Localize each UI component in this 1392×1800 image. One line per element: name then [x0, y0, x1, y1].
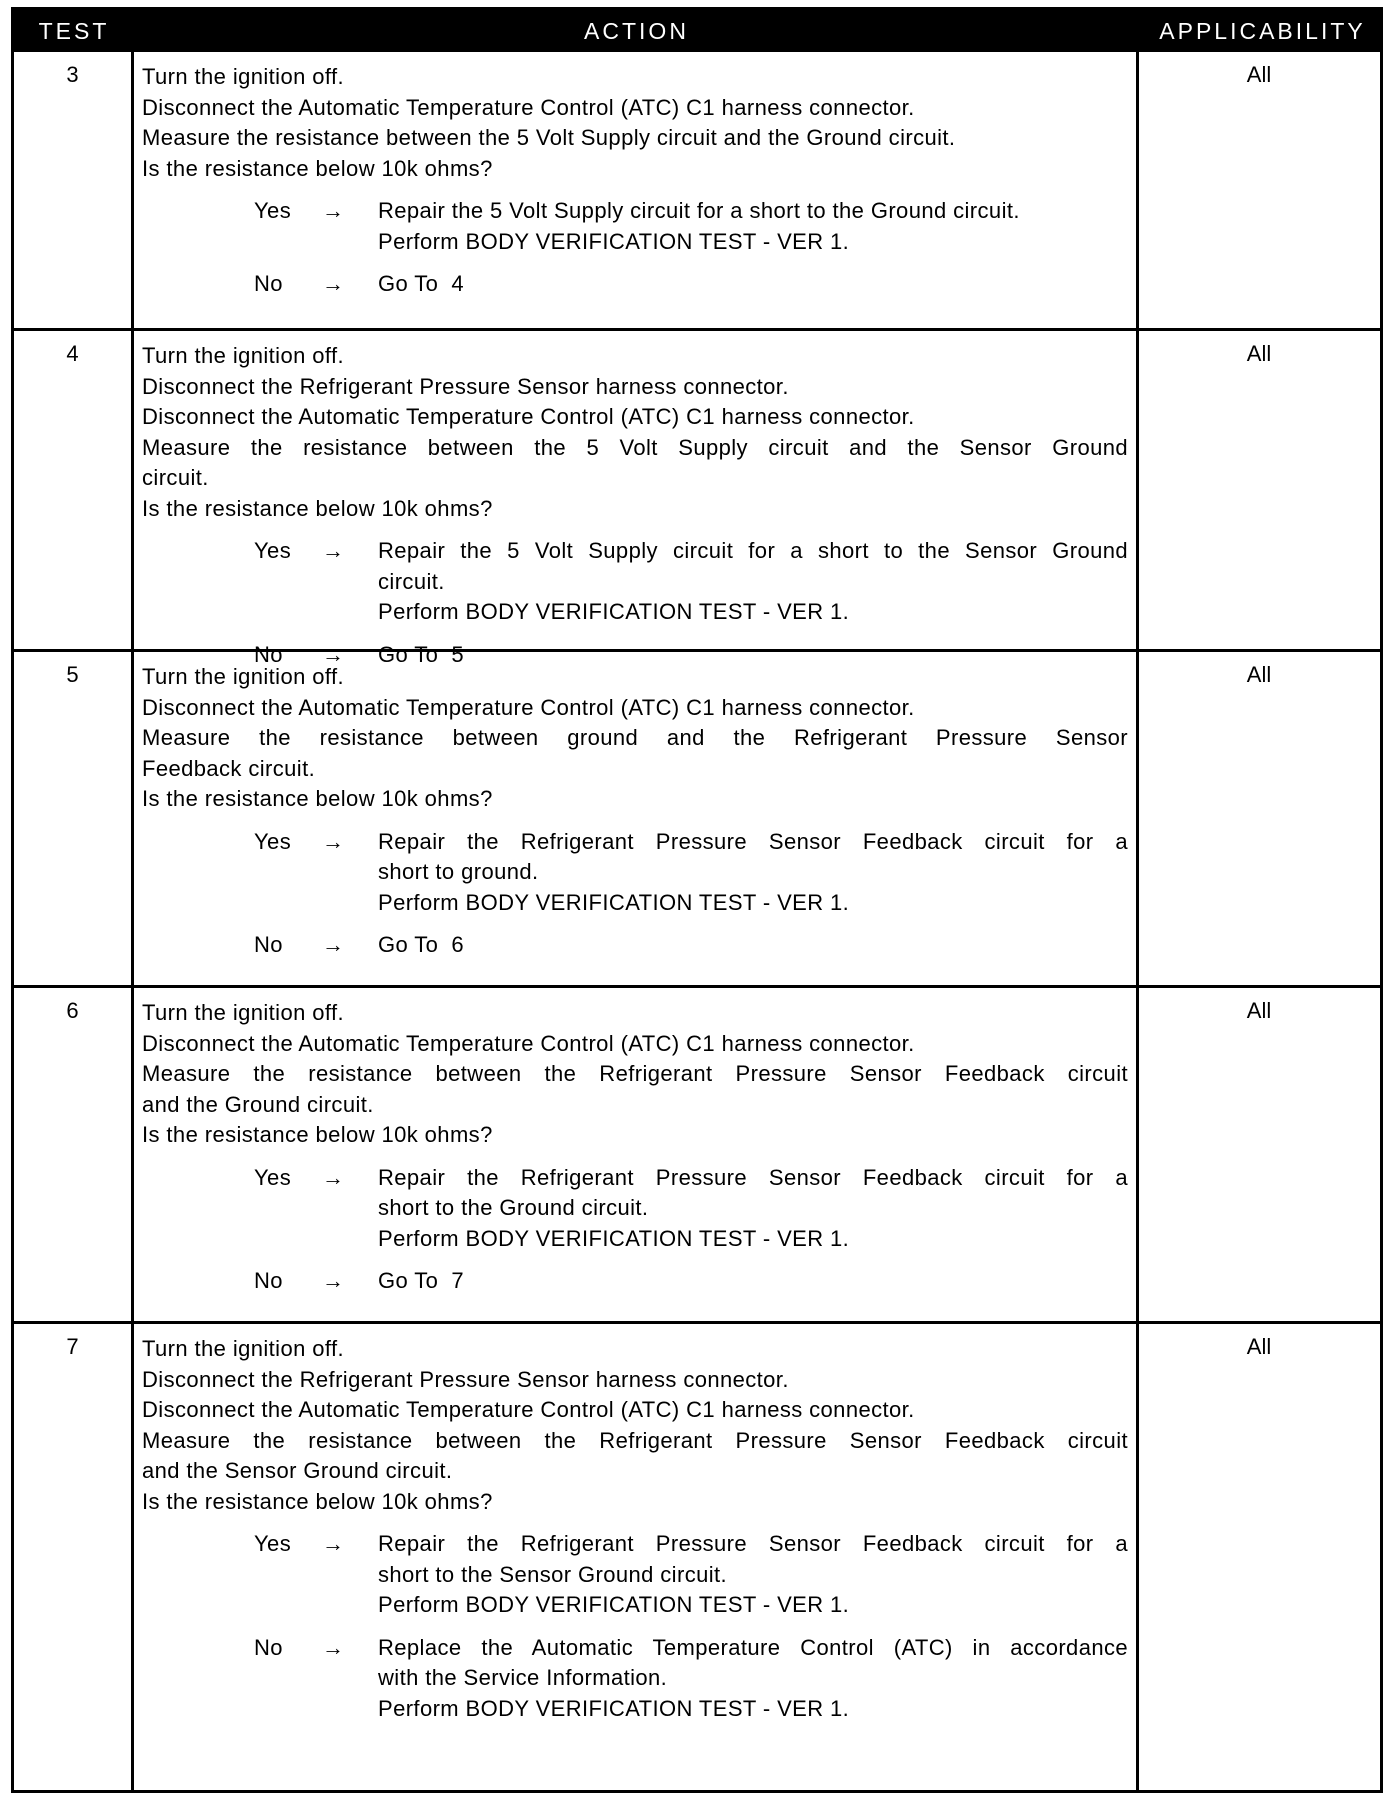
yes-label: Yes [254, 538, 292, 563]
yes-text: Perform BODY VERIFICATION TEST - VER 1. [378, 889, 850, 915]
arrow-icon: → [322, 1164, 345, 1190]
test-row [14, 985, 1380, 1321]
test-action [142, 62, 1128, 300]
action-step: Measure the resistance between ground and the Refrigerant Pressure Sensor [142, 725, 1128, 750]
arrow-icon: → [322, 1268, 345, 1293]
no-text: Go To 7 [378, 1268, 464, 1293]
column-divider [131, 652, 134, 985]
test-row [14, 52, 1380, 328]
yes-text: circuit. [378, 568, 445, 594]
column-divider [1136, 52, 1139, 328]
action-step: Is the resistance below 10k ohms? [142, 495, 493, 521]
column-divider [1136, 652, 1139, 985]
action-step: Measure the resistance between the Refrigerant Pressure Sensor Feedback circuit [142, 1427, 1128, 1453]
no-text: Go To 6 [378, 932, 464, 957]
action-step: Disconnect the Automatic Temperature Control (ATC) C1 harness connector. [142, 404, 915, 429]
arrow-icon: → [322, 641, 345, 667]
diagnostic-test-table [11, 7, 1383, 1793]
action-step: Disconnect the Refrigerant Pressure Sensor harness connector. [142, 373, 789, 399]
test-row [14, 328, 1380, 667]
no-text: Go To 4 [378, 271, 464, 296]
yes-response [142, 1529, 1128, 1621]
yes-response [142, 196, 1128, 257]
action-step: Turn the ignition off. [142, 1336, 345, 1361]
test-action [142, 998, 1128, 1297]
test-action [142, 341, 1128, 670]
action-step: and the Ground circuit. [142, 1091, 374, 1117]
action-step: Is the resistance below 10k ohms? [142, 1488, 493, 1514]
action-step: Measure the resistance between the Refrigerant Pressure Sensor Feedback circuit [142, 1061, 1128, 1086]
no-response [142, 1266, 1128, 1297]
action-step: Is the resistance below 10k ohms? [142, 786, 493, 811]
test-applicability: All [1246, 998, 1272, 1023]
no-label: No [254, 932, 283, 957]
no-text: Perform BODY VERIFICATION TEST - VER 1. [378, 1695, 850, 1721]
test-row [14, 649, 1380, 985]
yes-text: Repair the Refrigerant Pressure Sensor Feedback circuit for a [378, 828, 1128, 854]
arrow-icon: → [322, 932, 345, 957]
no-response [142, 930, 1128, 961]
no-label: No [254, 271, 283, 296]
action-step: and the Sensor Ground circuit. [142, 1458, 453, 1483]
yes-text: short to the Sensor Ground circuit. [378, 1561, 728, 1587]
no-label: No [254, 1268, 283, 1293]
test-action [142, 662, 1128, 961]
table-header [14, 10, 1380, 52]
yes-text: Perform BODY VERIFICATION TEST - VER 1. [378, 599, 850, 624]
test-applicability: All [1246, 662, 1272, 687]
no-response [142, 269, 1128, 300]
column-divider [1136, 1324, 1139, 1790]
test-number: 3 [66, 62, 79, 87]
column-divider [131, 988, 134, 1321]
no-text: Go To 5 [378, 641, 464, 667]
header-test: TEST [38, 18, 110, 44]
action-step: Disconnect the Automatic Temperature Control (ATC) C1 harness connector. [142, 94, 915, 120]
action-step: Disconnect the Automatic Temperature Control (ATC) C1 harness connector. [142, 1397, 915, 1422]
yes-text: Repair the 5 Volt Supply circuit for a short to the Ground circuit. [378, 198, 1020, 223]
action-step: Measure the resistance between the 5 Volt Supply circuit and the Sensor Ground [142, 434, 1128, 460]
action-step: Turn the ignition off. [142, 664, 345, 689]
header-applicability: APPLICABILITY [1159, 18, 1366, 44]
arrow-icon: → [322, 828, 345, 854]
action-step: Is the resistance below 10k ohms? [142, 155, 493, 181]
action-step: Turn the ignition off. [142, 343, 345, 368]
yes-label: Yes [254, 198, 292, 223]
column-divider [131, 331, 134, 649]
arrow-icon: → [322, 1634, 345, 1660]
action-step: Disconnect the Automatic Temperature Control (ATC) C1 harness connector. [142, 694, 915, 720]
test-applicability: All [1246, 62, 1272, 87]
header-action: ACTION [584, 18, 689, 44]
yes-label: Yes [254, 828, 292, 854]
yes-text: Perform BODY VERIFICATION TEST - VER 1. [378, 228, 850, 254]
arrow-icon: → [322, 271, 345, 296]
arrow-icon: → [322, 198, 345, 223]
arrow-icon: → [322, 538, 345, 563]
yes-text: Repair the Refrigerant Pressure Sensor Feedback circuit for a [378, 1531, 1128, 1556]
no-label: No [254, 1634, 283, 1660]
action-step: Is the resistance below 10k ohms? [142, 1122, 493, 1147]
action-step: Disconnect the Refrigerant Pressure Sensor harness connector. [142, 1366, 789, 1392]
action-step: circuit. [142, 465, 209, 490]
test-applicability: All [1246, 341, 1272, 366]
column-divider [1136, 331, 1139, 649]
action-step: Turn the ignition off. [142, 64, 345, 89]
action-step: Feedback circuit. [142, 755, 316, 781]
action-step: Disconnect the Automatic Temperature Control (ATC) C1 harness connector. [142, 1030, 915, 1056]
yes-text: Repair the Refrigerant Pressure Sensor Feedback circuit for a [378, 1164, 1128, 1190]
test-action [142, 1334, 1128, 1724]
test-number: 5 [66, 662, 79, 687]
yes-text: Perform BODY VERIFICATION TEST - VER 1. [378, 1225, 850, 1251]
arrow-icon: → [322, 1531, 345, 1556]
test-row [14, 1321, 1380, 1790]
yes-label: Yes [254, 1164, 292, 1190]
yes-label: Yes [254, 1531, 292, 1556]
column-divider [1136, 988, 1139, 1321]
column-divider [131, 1324, 134, 1790]
test-number: 4 [66, 341, 79, 366]
no-text: with the Service Information. [378, 1665, 668, 1690]
column-divider [131, 52, 134, 328]
yes-response [142, 827, 1128, 919]
no-label: No [254, 641, 283, 667]
action-step: Turn the ignition off. [142, 1000, 345, 1025]
test-applicability: All [1246, 1334, 1272, 1359]
test-number: 6 [66, 998, 79, 1023]
no-text: Replace the Automatic Temperature Control (ATC) in accordance [378, 1634, 1128, 1660]
yes-response [142, 1163, 1128, 1255]
action-step: Measure the resistance between the 5 Volt Supply circuit and the Ground circuit. [142, 125, 956, 150]
yes-response [142, 536, 1128, 628]
yes-text: Repair the 5 Volt Supply circuit for a short to the Sensor Ground [378, 538, 1128, 563]
test-number: 7 [66, 1334, 79, 1359]
no-response [142, 1633, 1128, 1725]
yes-text: short to the Ground circuit. [378, 1195, 649, 1220]
yes-text: Perform BODY VERIFICATION TEST - VER 1. [378, 1592, 850, 1617]
yes-text: short to ground. [378, 859, 539, 884]
